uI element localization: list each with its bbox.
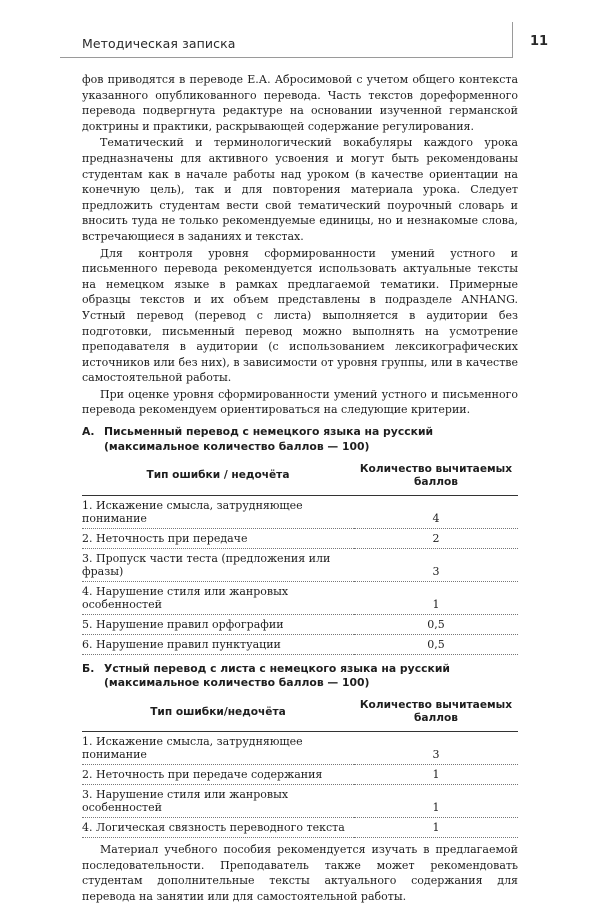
error-type-cell: 4. Логическая связность переводного текста [82, 818, 354, 838]
page-body [82, 72, 518, 906]
score-cell: 0,5 [354, 634, 518, 654]
score-cell: 1 [354, 785, 518, 818]
table-row [82, 732, 518, 765]
section-a-title: Письменный перевод с немецкого языка на русский (максимальное количество баллов — 100) [104, 425, 434, 453]
table-row [82, 765, 518, 785]
paragraph-2: Тематический и терминологический вокабуляры каждого урока предназначены для активного усвоения и могут быть рекомендованы студентам как в начале работы над уроком (в качестве ориентации на конечную цель), так и для повторения материала урока. Следует предложить студентам вести свой тематический поурочный словарь и вносить туда не только рекомендуемые единицы, но и незнакомые слова, встречающиеся в заданиях и текстах. [82, 136, 518, 243]
score-cell: 1 [354, 765, 518, 785]
column-header-score: Количество вычитаемых баллов [354, 461, 518, 496]
paragraph-4: При оценке уровня сформированности умений устного и письменного перевода рекомендуем ориентироваться на следующие критерии. [82, 387, 518, 417]
table-row [82, 634, 518, 654]
score-cell: 0,5 [354, 614, 518, 634]
error-type-cell: 4. Нарушение стиля или жанровых особенностей [82, 581, 354, 614]
page-header [0, 0, 600, 62]
score-cell: 2 [354, 528, 518, 548]
table-row [82, 495, 518, 528]
paragraph-1: фов приводятся в переводе Е.А. Абросимовой с учетом общего контекста указанного опубликованного перевода. Часть текстов дореформенного перевода подвергнута редактуре на основании изученной германской доктрины и практики, раскрывающей содержание регулирования. [82, 73, 518, 133]
section-b-heading [82, 662, 518, 692]
section-a-heading [82, 425, 518, 455]
error-type-cell: 2. Неточность при передаче содержания [82, 765, 354, 785]
table-row [82, 528, 518, 548]
error-type-cell: 2. Неточность при передаче [82, 528, 354, 548]
table-header-row [82, 461, 518, 496]
section-b-table [82, 697, 518, 838]
section-b-letter: Б. [82, 661, 95, 675]
table-row [82, 818, 518, 838]
error-type-cell: 3. Нарушение стиля или жанровых особенностей [82, 785, 354, 818]
column-header-error-type: Тип ошибки/недочёта [82, 697, 354, 732]
table-row [82, 785, 518, 818]
error-type-cell: 3. Пропуск части теста (предложения или фразы) [82, 548, 354, 581]
page-number: 11 [530, 34, 549, 49]
error-type-cell: 1. Искажение смысла, затрудняющее понимание [82, 495, 354, 528]
column-header-error-type: Тип ошибки / недочёта [82, 461, 354, 496]
error-type-cell: 5. Нарушение правил орфографии [82, 614, 354, 634]
error-type-cell: 6. Нарушение правил пунктуации [82, 634, 354, 654]
score-cell: 4 [354, 495, 518, 528]
error-type-cell: 1. Искажение смысла, затрудняющее понимание [82, 732, 354, 765]
table-row [82, 581, 518, 614]
running-title: Методическая записка [82, 36, 236, 51]
score-cell: 3 [354, 548, 518, 581]
section-b-title: Устный перевод с листа с немецкого языка на русский (максимальное количество баллов — 100) [104, 661, 450, 690]
section-a-table [82, 461, 518, 655]
score-cell: 1 [354, 818, 518, 838]
header-divider [60, 57, 512, 58]
column-header-score: Количество вычитаемых баллов [354, 697, 518, 732]
score-cell: 3 [354, 732, 518, 765]
score-cell: 1 [354, 581, 518, 614]
header-vertical-divider [512, 22, 513, 58]
table-row [82, 614, 518, 634]
section-a-letter: А. [82, 425, 95, 439]
paragraph-5: Материал учебного пособия рекомендуется изучать в предлагаемой последовательности. Преподаватель также может рекомендовать студентам дополнительные тексты актуального содержания для перевода на занятии или для самостоятельной работы. [82, 843, 518, 904]
paragraph-3: Для контроля уровня сформированности умений устного и письменного перевода рекомендуется использовать актуальные тексты на немецком языке в рамках предлагаемой тематики. Примерные образцы текстов и их объем представлены в подразделе ANHANG. Устный перевод (перевод с листа) выполняется в аудитории без подготовки, письменный перевод можно выполнять на усмотрение преподавателя в аудитории (с использованием лексикографических источников или без них), в зависимости от уровня группы, или в качестве самостоятельной работы. [82, 246, 518, 385]
table-header-row [82, 697, 518, 732]
table-row [82, 548, 518, 581]
